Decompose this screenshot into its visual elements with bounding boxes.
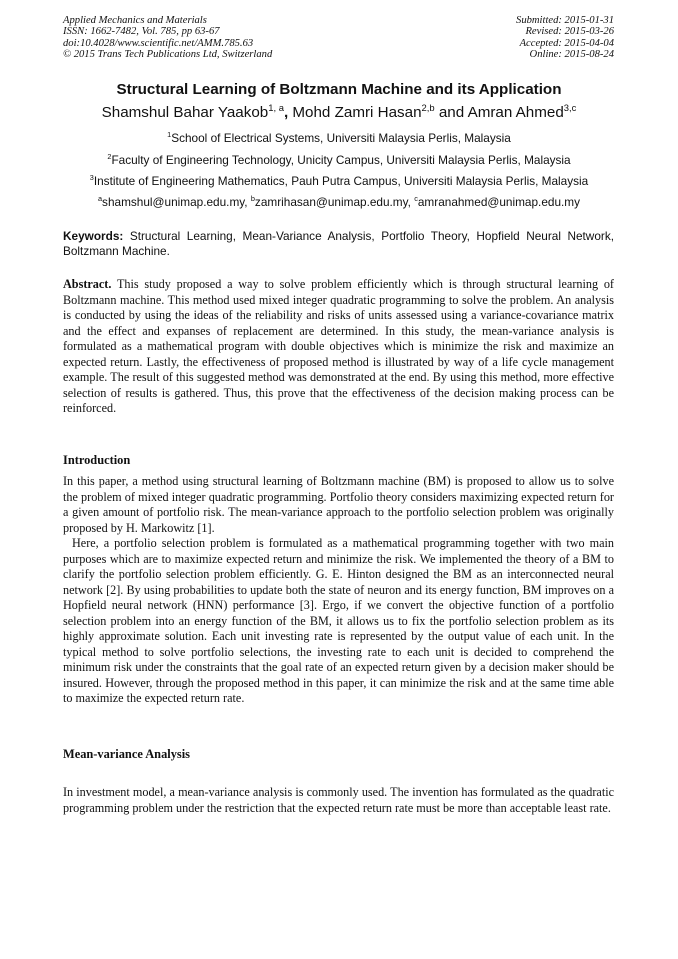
keywords (63, 229, 614, 259)
date-revised: Revised: 2015-03-26 (525, 26, 614, 38)
email-link[interactable]: amranahmed@unimap.edu.my (417, 195, 581, 209)
mean-variance-paragraph: In investment model, a mean-variance analysis is commonly used. The invention has formulated as the quadratic programming problem under the restriction that the expected return rate must be more than acceptable least rate. (63, 785, 614, 815)
email-mark: b (250, 194, 255, 204)
affiliation (0, 131, 678, 145)
date-submitted: Submitted: 2015-01-31 (516, 15, 614, 26)
affiliation-mark: 1 (167, 130, 172, 140)
paper-title: Structural Learning of Boltzmann Machine and its Application (116, 81, 562, 98)
journal-doi: doi:10.4028/www.scientific.net/AMM.785.63 (63, 37, 254, 49)
date-online: Online: 2015-08-24 (529, 49, 614, 61)
affiliation-mark: 2 (107, 152, 112, 162)
journal-name: Applied Mechanics and Materials (63, 15, 207, 26)
journal-info (63, 15, 272, 61)
abstract-text: This study proposed a way to solve problem efficiently which is through structural learning of Boltzmann machine. This method used mixed integer quadratic programming to solve the problem. An analysis is conducted by using the ideas of the reliability and risks of units assessed using a variance-covariance matrix and the effect and expanses of replacement are determined. In this study, the mean-variance analysis is formulated as a mathematical program with double objectives which is minimize the risk and maximize an expected return. Lastly, the effectiveness of proposed method is illustrated by way of a life cycle management example. The result of this suggested method was demonstrated at the end. By using this method, more effective selection of results is gathered. Thus, this prove that the effectiveness of the decision making process can be reinforced. (63, 277, 614, 415)
author-name: Shamshul Bahar Yaakob (101, 104, 269, 121)
affiliation (0, 174, 678, 188)
section-heading-introduction: Introduction (63, 453, 131, 467)
email-link[interactable]: zamrihasan@unimap.edu.my, (254, 195, 415, 209)
abstract (63, 277, 614, 417)
email-mark: a (97, 194, 103, 204)
date-accepted: Accepted: 2015-04-04 (519, 37, 614, 49)
journal-issn: ISSN: 1662-7482, Vol. 785, pp 63-67 (63, 26, 220, 38)
introduction-paragraph: Here, a portfolio selection problem is formulated as a mathematical programming together with two main purposes which are to maximize expected return and minimize the risk. We implemented the theory of a BM to clarify the portfolio selection problem efficiently. G. E. Hinton designed the BM as an interconnected neural network [2]. By using probabilities to update both the state of neuron and its energy function, BM improves on a Hopfield neural network (HNN) performance [3]. Ergo, if we convert the objective function of a portfolio selection problem into an energy function of the BM, it allows us to fix the portfolio selection problem as its highly approximate solution. Each unit investing rate is represented by the output value of each unit. In the typical method to solve portfolio selections, the investing rate to each unit is decided to comprehend the minimum risk under the constraints that the goal rate of an expected return given by a decision maker should be insured. However, through the proposed method in this paper, it can minimize the risk and at the same time able to maximize the expected return rate. (63, 536, 614, 705)
affiliation (0, 153, 678, 167)
author-affiliation-mark: 2,b (421, 101, 435, 113)
author-affiliation-mark: 3,c (563, 101, 577, 113)
email-mark: c (414, 194, 418, 204)
email-link[interactable]: shamshul@unimap.edu.my, (102, 195, 251, 209)
author-name: Mohd Zamri Hasan (288, 104, 422, 121)
author-separator: and (434, 104, 468, 121)
section-heading-mean-variance: Mean-variance Analysis (63, 747, 190, 761)
abstract-label: Abstract. (63, 277, 112, 291)
affiliation-text: School of Electrical Systems, Universiti Malaysia Perlis, Malaysia (171, 131, 511, 145)
author-emails (0, 195, 678, 209)
affiliation-mark: 3 (89, 173, 94, 183)
introduction-paragraph: In this paper, a method using structural learning of Boltzmann machine (BM) is proposed to allow us to solve the problem of mixed integer quadratic programming. Portfolio theory considers maximizing expected return for a given amount of portfolio risk. The mean-variance approach to the portfolio selection problem was originally proposed by H. Markowitz [1]. (63, 474, 614, 535)
affiliation-text: Faculty of Engineering Technology, Unicity Campus, Universiti Malaysia Perlis, Malaysia (111, 153, 571, 167)
author-separator: , (283, 104, 289, 121)
author-name: Amran Ahmed (467, 104, 564, 121)
author-list (0, 101, 678, 121)
keywords-text: Structural Learning, Mean-Variance Analysis, Portfolio Theory, Hopfield Neural Network, Boltzmann Machine. (63, 229, 614, 258)
publication-dates (516, 15, 614, 61)
affiliation-text: Institute of Engineering Mathematics, Pauh Putra Campus, Universiti Malaysia Perlis, Malaysia (93, 174, 589, 188)
keywords-label: Keywords: (63, 229, 124, 243)
author-affiliation-mark: 1, a (268, 101, 284, 113)
journal-copyright: © 2015 Trans Tech Publications Ltd, Switzerland (63, 49, 273, 61)
